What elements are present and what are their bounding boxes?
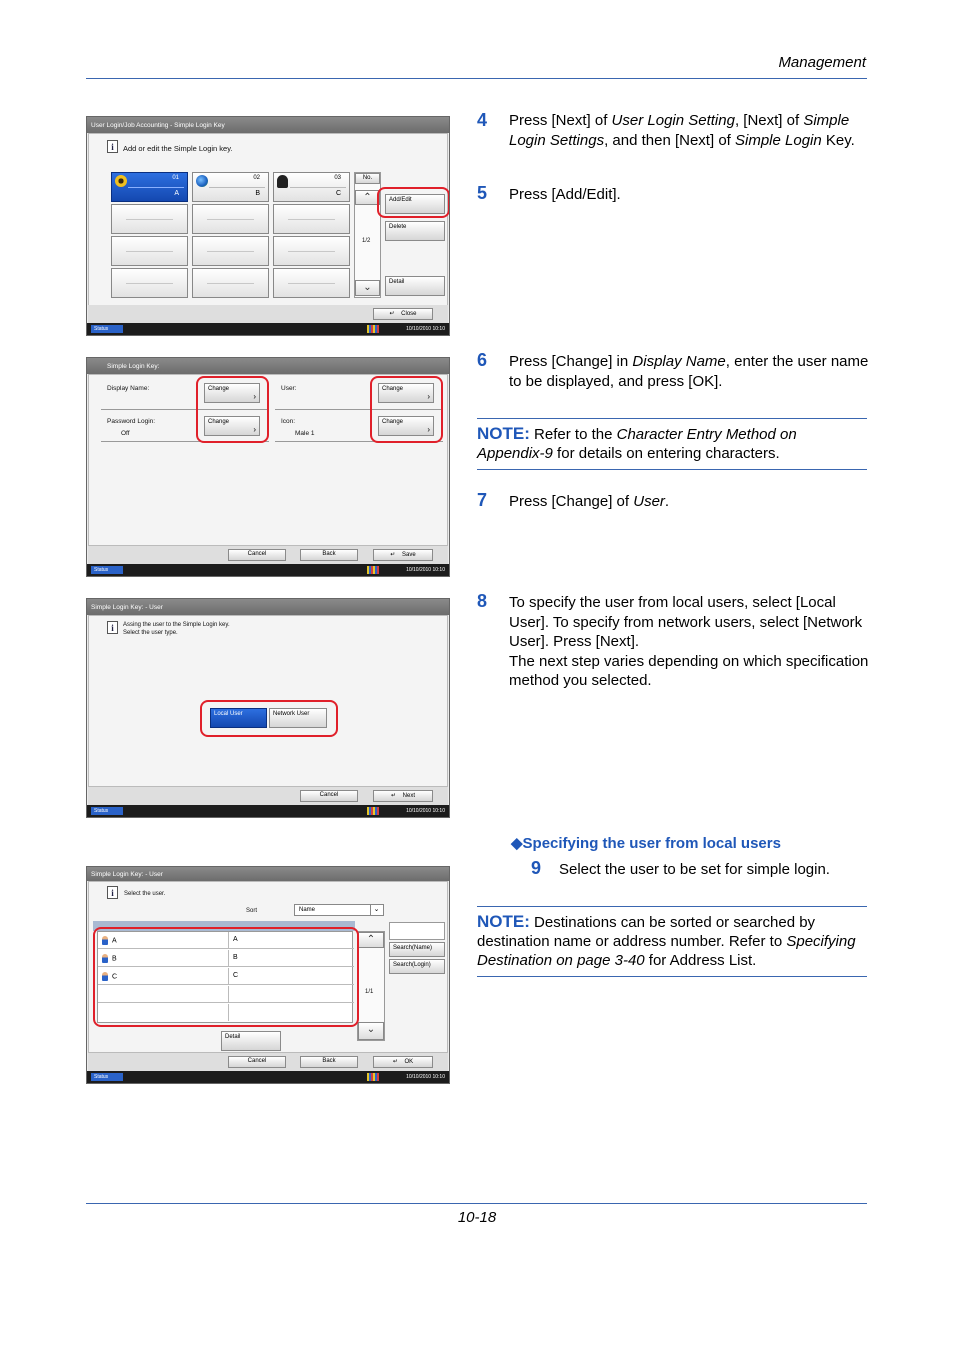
chevron-right-icon: ›: [427, 425, 430, 434]
key-number: 01: [172, 175, 179, 181]
header-rule: [86, 78, 867, 79]
change-icon-button[interactable]: Change ›: [378, 416, 434, 436]
display-name-label: Display Name:: [107, 385, 150, 392]
back-button[interactable]: Back: [300, 1056, 358, 1068]
screen-select-local-user: [86, 866, 450, 1084]
close-button[interactable]: ↵ Close: [373, 308, 433, 320]
sunflower-icon: [115, 175, 127, 187]
login-cell: B: [228, 950, 354, 967]
info-icon: i: [107, 140, 118, 153]
local-user-button[interactable]: Local User: [210, 708, 267, 728]
key-name: C: [335, 190, 341, 197]
chevron-right-icon: ›: [253, 392, 256, 401]
login-cell: C: [228, 968, 354, 985]
table-row[interactable]: C: [98, 968, 228, 985]
globe-icon: [196, 175, 208, 187]
key-name: B: [255, 190, 260, 197]
key-01[interactable]: [111, 172, 188, 202]
status-bar: [87, 805, 449, 817]
step-number-7: 7: [477, 490, 488, 510]
toner-icon: [367, 807, 379, 815]
change-display-name-button[interactable]: Change ›: [204, 383, 260, 403]
screen-body: [88, 374, 448, 546]
screen-title: Simple Login Key: - User: [87, 867, 449, 881]
sort-dropdown[interactable]: Name ⌄: [294, 904, 384, 916]
key-empty[interactable]: [111, 204, 188, 234]
screen-bottom-bar: [88, 1053, 448, 1073]
info-icon: i: [107, 621, 118, 634]
page-header-title: Management: [778, 54, 866, 71]
screen-body: [88, 881, 448, 1053]
scroll-down-icon[interactable]: ⌄: [358, 1022, 384, 1040]
icon-value: Male 1: [295, 430, 315, 437]
toner-icon: [367, 566, 379, 574]
screen-message: Select the user.: [124, 891, 166, 897]
silhouette-icon: [277, 175, 288, 188]
status-bar: [87, 323, 449, 335]
key-name: A: [174, 190, 179, 197]
info-icon: i: [107, 886, 118, 899]
table-row[interactable]: B: [98, 950, 228, 967]
subheading-local-users: ◆Specifying the user from local users: [511, 835, 781, 852]
save-button[interactable]: ↵ Save: [373, 549, 433, 561]
delete-button[interactable]: Delete: [385, 221, 445, 241]
screen-simple-login-key-edit: [86, 357, 450, 577]
screen-title: User Login/Job Accounting - Simple Login Key: [87, 117, 449, 133]
status-button[interactable]: Status: [91, 1073, 123, 1081]
search-name-button[interactable]: Search(Name): [389, 942, 445, 957]
key-empty[interactable]: [111, 236, 188, 266]
step-number-6: 6: [477, 350, 488, 370]
status-datetime: 10/10/2010 10:10: [406, 808, 445, 814]
detail-button[interactable]: Detail: [221, 1031, 281, 1051]
step-number-4: 4: [477, 110, 488, 130]
highlight-user-type: [200, 700, 338, 737]
screen-body: [88, 133, 448, 321]
cancel-button[interactable]: Cancel: [300, 790, 358, 802]
screen-title: Simple Login Key:: [87, 358, 449, 374]
key-number: 02: [253, 175, 260, 181]
scroll-up-icon[interactable]: ⌃: [358, 932, 384, 948]
enter-icon: ↵: [390, 552, 402, 558]
password-login-label: Password Login:: [107, 418, 156, 425]
page-indicator: 1/1: [365, 989, 374, 995]
screen-bottom-bar: [88, 305, 448, 325]
key-empty[interactable]: [192, 204, 269, 234]
step-number-8: 8: [477, 591, 488, 611]
key-empty[interactable]: [273, 236, 350, 266]
key-empty[interactable]: [273, 268, 350, 298]
step-text-5: Press [Add/Edit].: [509, 186, 621, 203]
password-login-value: Off: [121, 430, 130, 437]
chevron-right-icon: ›: [427, 392, 430, 401]
enter-icon: ↵: [389, 311, 402, 317]
highlight-user-change: [370, 376, 443, 443]
status-bar: [87, 564, 449, 576]
highlight-user-list: [93, 927, 359, 1027]
screen-title: Simple Login Key: - User: [87, 599, 449, 615]
key-empty[interactable]: [111, 268, 188, 298]
search-login-button[interactable]: Search(Login): [389, 959, 445, 974]
screen-message-2: Select the user type.: [123, 630, 178, 636]
no-button[interactable]: No.: [355, 173, 380, 184]
status-button[interactable]: Status: [91, 566, 123, 574]
status-button[interactable]: Status: [91, 807, 123, 815]
network-user-button[interactable]: Network User: [269, 708, 327, 728]
key-empty[interactable]: [273, 204, 350, 234]
highlight-display-name-change: [196, 376, 269, 443]
key-02[interactable]: [192, 172, 269, 202]
sort-label: Sort: [246, 908, 258, 914]
screen-body: [88, 615, 448, 787]
cancel-button[interactable]: Cancel: [228, 1056, 286, 1068]
status-datetime: 10/10/2010 10:10: [406, 567, 445, 573]
chevron-right-icon: ›: [253, 425, 256, 434]
footer-rule: [86, 1203, 867, 1204]
enter-icon: ↵: [392, 1059, 405, 1065]
search-text-field[interactable]: [389, 922, 445, 940]
status-button[interactable]: Status: [91, 325, 123, 333]
status-datetime: 10/10/2010 10:10: [406, 326, 445, 332]
screen-message: Add or edit the Simple Login key.: [123, 144, 233, 153]
status-datetime: 10/10/2010 10:10: [406, 1074, 445, 1080]
next-button[interactable]: ↵ Next: [373, 790, 433, 802]
step-text-8: To specify the user from local users, select [Local User]. To specify from network users, select [Network User]. Press [Next]. The next step varies depending on which specification method you selected.: [509, 594, 869, 689]
note-sort-search: NOTE: Destinations can be sorted or searched by destination name or address number. Refer to Specifying Destination on page 3-40 for Address List.: [477, 906, 867, 977]
icon-label: Icon:: [281, 418, 296, 425]
cancel-button[interactable]: Cancel: [228, 549, 286, 561]
table-row[interactable]: A: [98, 932, 228, 949]
key-empty[interactable]: [192, 236, 269, 266]
scroll-down-icon[interactable]: ⌄: [355, 280, 380, 296]
add-edit-button[interactable]: Add/Edit: [385, 194, 445, 214]
key-03[interactable]: [273, 172, 350, 202]
screen-bottom-bar: [88, 787, 448, 807]
toner-icon: [367, 325, 379, 333]
key-number: 03: [334, 175, 341, 181]
highlight-add-edit: [377, 187, 450, 218]
note-character-entry: NOTE: Refer to the Character Entry Method on Appendix-9 for details on entering characters.: [477, 418, 867, 470]
step-text-7: Press [Change] of User.: [509, 493, 670, 510]
step-number-5: 5: [477, 183, 488, 203]
toner-icon: [367, 1073, 379, 1081]
step-text-9: Select the user to be set for simple login.: [559, 861, 830, 878]
step-text-4: Press [Next] of User Login Setting, [Next] of Simple Login Settings, and then [Next] of Simple Login Key.: [509, 112, 855, 149]
status-bar: [87, 1071, 449, 1083]
step-text-6: Press [Change] in Display Name, enter the user name to be displayed, and press [OK].: [509, 353, 869, 390]
detail-button[interactable]: Detail: [385, 276, 445, 296]
page-indicator: 1/2: [362, 238, 371, 244]
ok-button[interactable]: ↵ OK: [373, 1056, 433, 1068]
enter-icon: ↵: [390, 793, 403, 799]
chevron-down-icon: ⌄: [370, 905, 382, 915]
screen-simple-login-key-list: [86, 116, 450, 336]
step-number-9: 9: [531, 858, 542, 878]
user-label: User:: [281, 385, 297, 392]
back-button[interactable]: Back: [300, 549, 358, 561]
page-number: 10-18: [457, 1209, 497, 1226]
screen-bottom-bar: [88, 546, 448, 566]
change-user-button[interactable]: Change ›: [378, 383, 434, 403]
screen-message-1: Assing the user to the Simple Login key.: [123, 622, 230, 628]
login-cell: A: [228, 932, 354, 949]
change-password-login-button[interactable]: Change ›: [204, 416, 260, 436]
key-empty[interactable]: [192, 268, 269, 298]
scroll-up-icon[interactable]: ⌃: [355, 190, 380, 205]
screen-select-user-type: [86, 598, 450, 818]
